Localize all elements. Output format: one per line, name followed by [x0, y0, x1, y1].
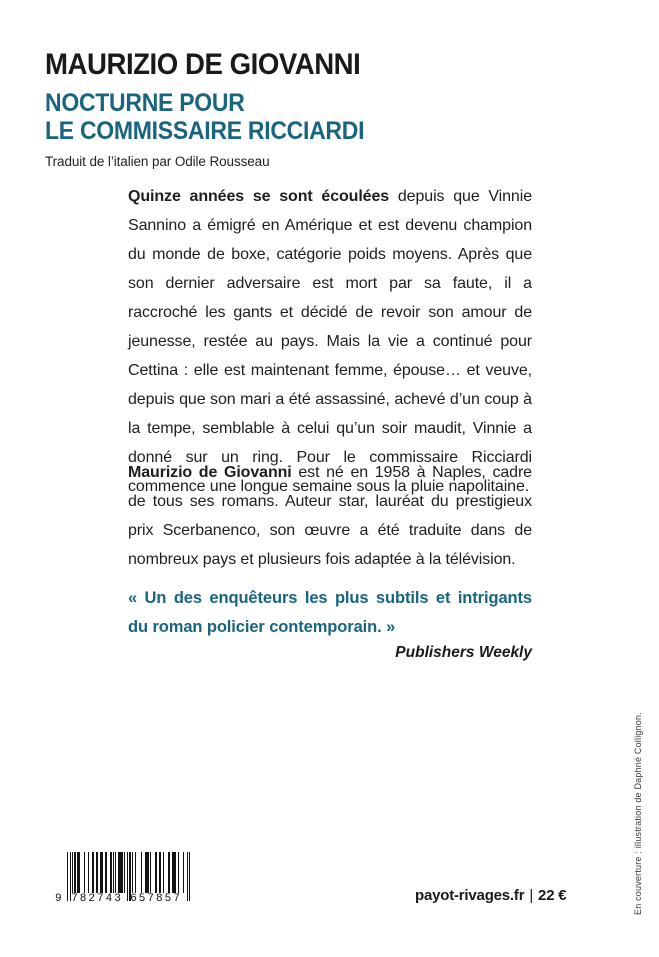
- barcode-number: [55, 893, 189, 905]
- author-bio-paragraph: [128, 458, 532, 574]
- review-quote: « Un des enquêteurs les plus subtils et intrigants du roman policier contemporain. »: [128, 589, 532, 636]
- book-title: [45, 89, 560, 145]
- price: 22 €: [538, 887, 567, 904]
- header-block: [45, 48, 605, 169]
- bio-text: est né en 1958 à Naples, cadre de tous ses romans. Auteur star, lauréat du prestigieux prix Scerbanenco, son œuvre a été traduite dans de nombreux pays et plusieurs fois adaptée à la télévision.: [128, 464, 532, 568]
- publisher-website: payot-rivages.fr: [415, 887, 525, 904]
- author-name: MAURIZIO DE GIOVANNI: [45, 48, 361, 81]
- title-line-1: NOCTURNE POUR: [45, 89, 245, 117]
- barcode-digits-left: 782743: [71, 893, 123, 905]
- barcode: [55, 852, 189, 910]
- publisher-imprint: [415, 887, 567, 904]
- synopsis-lead: Quinze années se sont écoulées: [128, 188, 390, 205]
- review-source: Publishers Weekly: [395, 644, 532, 661]
- synopsis-text: depuis que Vinnie Sannino a émigré en Amérique et est devenu champion du monde de boxe, catégorie poids moyens. Après que son dernier adversaire est mort par sa faute, il a raccroché les gants et décidé de revoir son amour de jeunesse, restée au pays. Mais la vie a continué pour Cettina : elle est maintenant femme, épouse… et veuve, depuis que son mari a été assassiné, achevé d’un coup à la tempe, semblable à celui qu’un soir maudit, Vinnie a donné sur un ring. Pour le commissaire Ricciardi commence une longue semaine sous la pluie napolitaine.: [128, 188, 532, 495]
- barcode-digit-prefix: 9: [55, 893, 62, 905]
- cover-illustration-credit: En couverture : illustration de Daphné Collignon.: [633, 712, 643, 915]
- imprint-separator: |: [529, 887, 534, 904]
- barcode-digits-right: 657857: [130, 893, 182, 905]
- bio-lead: Maurizio de Giovanni: [128, 464, 292, 481]
- translator-credit: Traduit de l’italien par Odile Rousseau: [45, 154, 270, 169]
- title-line-2: LE COMMISSAIRE RICCIARDI: [45, 117, 365, 145]
- synopsis-paragraph: [128, 182, 532, 501]
